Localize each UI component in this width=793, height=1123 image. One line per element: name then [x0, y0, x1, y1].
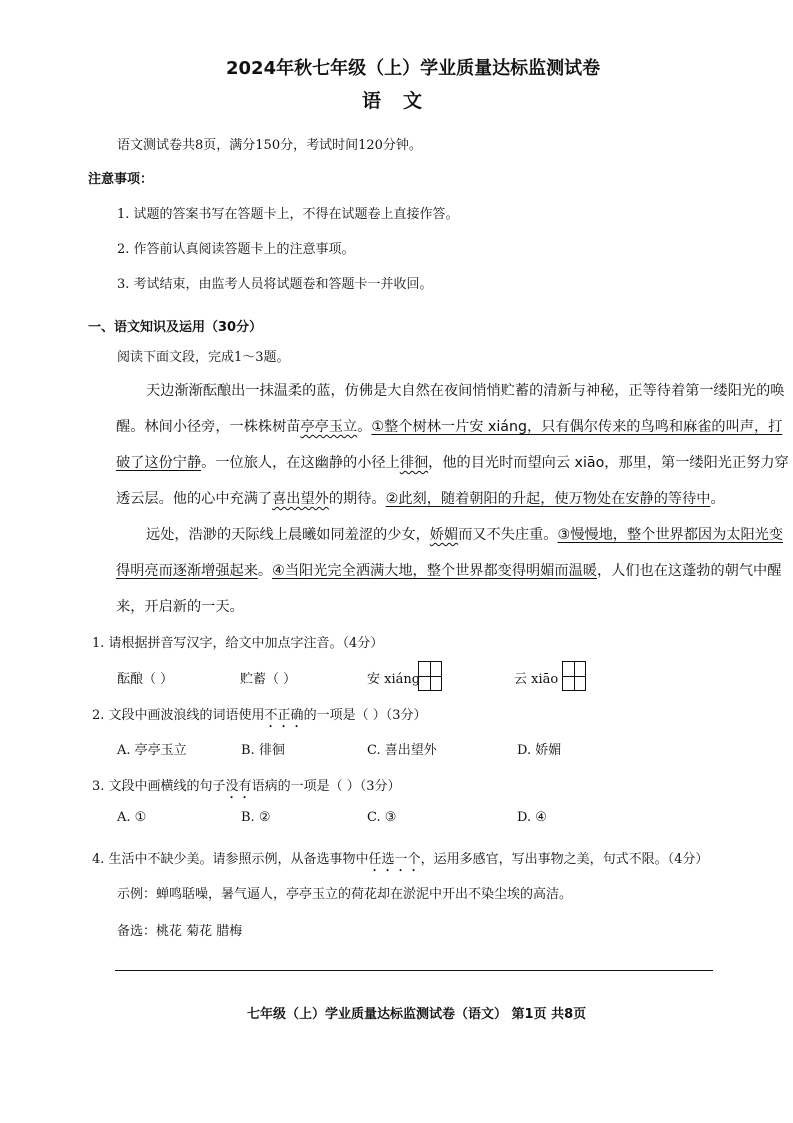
q2-option-b: B. 徘徊 — [241, 743, 285, 758]
passage-line-5 — [146, 524, 783, 544]
passage-text: 。 — [357, 419, 372, 435]
section-heading: 一、语文知识及运用（30分） — [88, 320, 263, 335]
passage-line-1 — [146, 380, 784, 400]
wavy-word-4: 娇媚 — [429, 527, 459, 543]
passage-text: 来，开启新的一天。 — [116, 599, 244, 615]
q1-item-yunniang: 酝酿（ ） — [117, 672, 174, 687]
passage-text: 远处，浩渺的天际线上晨曦如同羞涩的少女， — [146, 527, 430, 543]
q4-stem-text: 4. 生活中不缺少美。请参照示例，从备选事物中 — [92, 852, 369, 867]
q1-item-zhuxu: 贮蓄（ ） — [240, 672, 297, 687]
q2-option-c: C. 喜出望外 — [367, 743, 437, 758]
passage-text: 。一位旅人，在这幽静的小径上 — [201, 455, 400, 471]
answer-box-yunxiao[interactable] — [562, 661, 586, 691]
answer-box-anxiang[interactable] — [418, 661, 442, 691]
q4-example: 示例：蝉鸣聒噪，暑气逼人，亭亭玉立的荷花却在淤泥中开出不染尘埃的高洁。 — [117, 887, 573, 902]
question-4-stem — [92, 848, 708, 875]
q3-option-b: B. ② — [241, 810, 271, 825]
passage-text: 而又不失庄重。 — [458, 527, 558, 543]
q3-option-a: A. ① — [117, 810, 147, 825]
passage-line-6 — [116, 560, 781, 580]
q3-stem-text: 语病的一项是（ ）（3分） — [251, 779, 401, 794]
wavy-word-2: 徘徊 — [399, 455, 429, 471]
passage-text: ，他的目光时而望向云 xiāo，那里，第一缕阳光正努力穿 — [428, 455, 789, 471]
notice-item: 3. 考试结束，由监考人员将试题卷和答题卡一并收回。 — [117, 277, 433, 292]
notice-heading: 注意事项： — [88, 172, 154, 187]
q3-option-c: C. ③ — [367, 810, 397, 825]
question-3-stem — [92, 775, 400, 802]
notice-item: 2. 作答前认真阅读答题卡上的注意事项。 — [117, 242, 355, 257]
passage-text: 的期待。 — [328, 491, 386, 507]
q2-option-a: A. 亭亭玉立 — [117, 743, 187, 758]
section-instruction: 阅读下面文段，完成1～3题。 — [117, 350, 290, 365]
notice-item: 1. 试题的答案书写在答题卡上，不得在试题卷上直接作答。 — [117, 207, 459, 222]
q3-stem-text: 3. 文段中画横线的句子 — [92, 779, 226, 794]
passage-line-7 — [116, 596, 244, 616]
q2-emphasis: 不正确 — [264, 708, 304, 723]
passage-text: 。 — [710, 491, 725, 507]
exam-title: 2024年秋七年级（上）学业质量达标监测试卷 — [226, 58, 601, 79]
underlined-sentence-1: ①整个树林一片安 xiáng，只有偶尔传来的鸟鸣和麻雀的叫声，打 — [371, 419, 783, 435]
passage-line-4 — [116, 488, 725, 508]
page-footer: 七年级（上）学业质量达标监测试卷（语文） 第1页 共8页 — [247, 1007, 587, 1022]
underlined-sentence-3: ③慢慢地，整个世界都因为太阳光变 — [557, 527, 784, 543]
subject-title: 语文 — [362, 90, 445, 112]
underlined-sentence-1-end: 破了这份宁静 — [116, 455, 202, 471]
footer-divider — [115, 970, 713, 971]
q1-item-yunxiao: 云 xiāo — [514, 672, 559, 687]
q2-stem-text: 2. 文段中画波浪线的词语使用 — [92, 708, 265, 723]
wavy-word-3: 喜出望外 — [272, 491, 329, 507]
q4-stem-text: ，运用多感官，写出事物之美，句式不限。（4分） — [420, 852, 709, 867]
underlined-sentence-4: ④当阳光完全洒满大地，整个世界都变得明媚而温暖 — [272, 563, 597, 579]
passage-line-3 — [116, 452, 789, 472]
passage-text: 。 — [257, 563, 273, 579]
passage-text: 天边渐渐酝酿出一抹温柔的蓝，仿佛是大自然在夜间悄悄贮蓄的清新与神秘，正等待着第一缕阳光的唤 — [146, 383, 785, 399]
passage-text: ，人们也在这蓬勃的朝气中醒 — [596, 563, 782, 579]
underlined-sentence-2: ②此刻，随着朝阳的升起，使万物处在安静的等待中 — [385, 491, 711, 507]
q4-options: 备选：桃花 菊花 腊梅 — [117, 924, 243, 939]
passage-line-2 — [116, 416, 782, 436]
question-2-stem — [92, 704, 426, 731]
q3-option-d: D. ④ — [517, 810, 547, 825]
exam-intro: 语文测试卷共8页，满分150分，考试时间120分钟。 — [117, 138, 422, 153]
wavy-word-1: 亭亭玉立 — [300, 419, 358, 435]
q2-stem-text: 的一项是（ ）（3分） — [303, 708, 427, 723]
passage-text: 透云层。他的心中充满了 — [116, 491, 273, 507]
underlined-sentence-3-end: 得明亮而逐渐增强起来 — [116, 563, 258, 579]
passage-text: 醒。林间小径旁，一株株树苗 — [116, 419, 301, 435]
q1-item-anxiang: 安 xiáng — [367, 672, 421, 687]
q2-option-d: D. 娇媚 — [517, 743, 562, 758]
q3-emphasis: 没有 — [225, 779, 252, 794]
q4-emphasis: 任选一个 — [368, 852, 421, 867]
question-1-stem: 1. 请根据拼音写汉字，给文中加点字注音。（4分） — [92, 636, 384, 651]
